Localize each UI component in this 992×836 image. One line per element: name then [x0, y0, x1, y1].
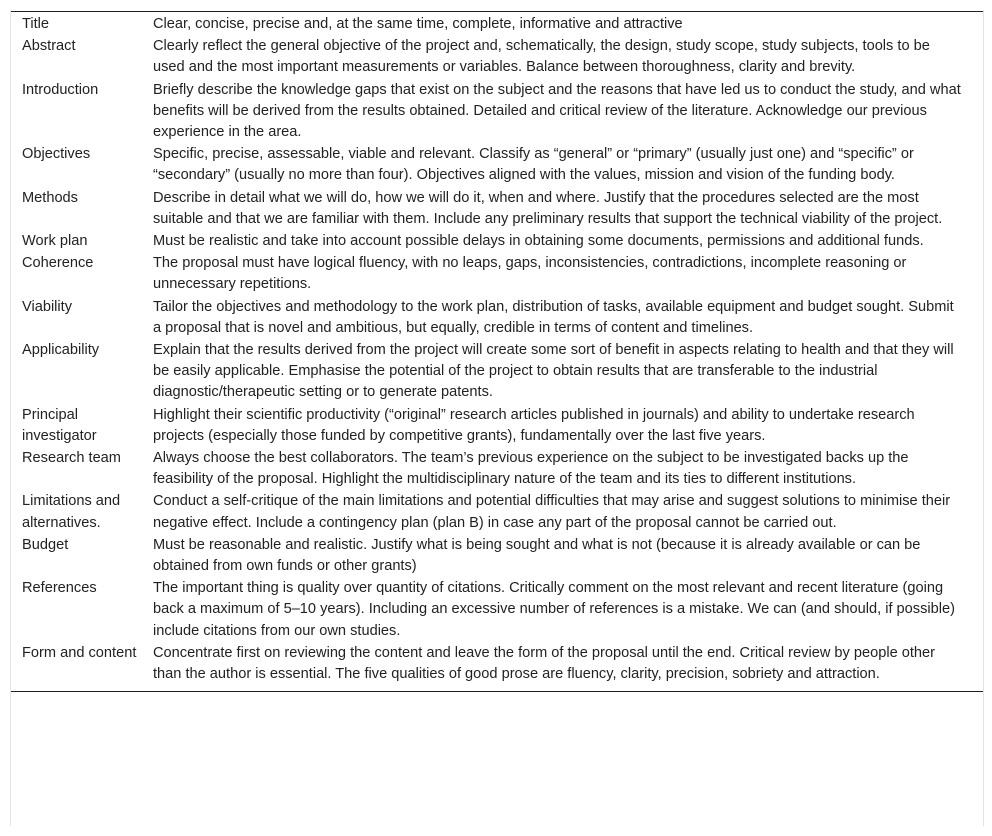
row-term: Budget — [22, 536, 69, 553]
row-description: Clear, concise, precise and, at the same time, complete, informative and attractive — [153, 16, 683, 32]
table-row — [11, 578, 983, 643]
row-description: Concentrate first on reviewing the content and leave the form of the proposal until the end. Critical review by people other than the author is essential. The five qualities of good prose are fluency, clarity, precision, sobriety and attraction. — [153, 644, 936, 683]
table-body — [11, 12, 983, 692]
row-term: Title — [22, 16, 50, 32]
row-term: Research team — [22, 450, 121, 467]
row-description: Clearly reflect the general objective of the project and, schematically, the design, study scope, study subjects, tools to be used and the most important measurements or variables. Balance between thoroughness, clarity and brevity. — [153, 38, 930, 76]
table-row — [11, 80, 983, 145]
row-description: Must be reasonable and realistic. Justify what is being sought and what is not (because it is already available or can be obtained from own funds or other grants) — [153, 536, 921, 575]
table-row — [11, 188, 983, 231]
table-row — [11, 448, 983, 491]
row-term: Principal investigator — [22, 406, 97, 444]
row-term: Abstract — [22, 38, 76, 55]
row-term: References — [22, 580, 97, 597]
table-row — [11, 491, 983, 534]
row-term: Methods — [22, 189, 78, 206]
table-row — [11, 297, 983, 340]
table-row — [11, 340, 983, 405]
row-description: Highlight their scientific productivity (“original” research articles published in journals) and ability to undertake research projects (especially those funded by competitive grants), fundamentally over the last five years. — [153, 406, 915, 444]
row-term: Introduction — [22, 81, 99, 98]
table-row — [11, 643, 983, 692]
row-description: The important thing is quality over quantity of citations. Critically comment on the most relevant and recent literature (going back a maximum of 5–10 years). Including an excessive number of references is a mistake. We can (and should, if possible) include citations from our own studies. — [153, 580, 955, 639]
row-description: Tailor the objectives and methodology to the work plan, distribution of tasks, available equipment and budget sought. Submit a proposal that is novel and ambitious, but equally, credible in terms of content and timelines. — [153, 298, 954, 336]
row-term: Objectives — [22, 146, 91, 163]
row-term: Work plan — [22, 233, 88, 250]
row-term: Viability — [22, 298, 73, 315]
row-term: Form and content — [22, 644, 137, 661]
table-row — [11, 36, 983, 79]
table-row — [11, 535, 983, 578]
row-description: Conduct a self-critique of the main limitations and potential difficulties that may arise and suggest solutions to minimise their negative effect. Include a contingency plan (plan B) in case any part of the proposal cannot be carried out. — [153, 493, 951, 531]
table-container — [10, 10, 984, 826]
row-description: Briefly describe the knowledge gaps that exist on the subject and the reasons that have led us to conduct the study, and what benefits will be derived from the results obtained. Detailed and critical review of the literature. Acknowledge our previous experience in the area. — [153, 81, 961, 141]
proposal-criteria-table — [11, 11, 983, 692]
row-description: The proposal must have logical fluency, with no leaps, gaps, inconsistencies, contradictions, incomplete reasoning or unnecessary repetitions. — [153, 255, 907, 293]
row-term: Limitations and alternatives. — [22, 493, 121, 531]
row-description: Must be realistic and take into account possible delays in obtaining some documents, permissions and additional funds. — [153, 233, 924, 250]
row-description: Explain that the results derived from the project will create some sort of benefit in aspects relating to health and that they will be easily applicable. Emphasise the potential of the project to obtain results that are transferable to the industrial diagnostic/therapeutic setting or to generate patents. — [153, 342, 954, 401]
row-description: Always choose the best collaborators. The team’s previous experience on the subject to be investigated backs up the feasibility of the proposal. Highlight the multidisciplinary nature of the team and its ties to different institutions. — [153, 450, 909, 488]
table-row — [11, 253, 983, 296]
table-row — [11, 405, 983, 448]
table-row — [11, 12, 983, 37]
row-term: Applicability — [22, 342, 100, 359]
table-row — [11, 144, 983, 187]
row-term: Coherence — [22, 255, 94, 272]
row-description: Describe in detail what we will do, how we will do it, when and where. Justify that the procedures selected are the most suitable and that we are familiar with them. Include any preliminary results that support the technical viability of the project. — [153, 189, 943, 227]
row-description: Specific, precise, assessable, viable and relevant. Classify as “general” or “primary” (usually just one) and “specific” or “secondary” (usually no more than four). Objectives aligned with the values, mission and vision of the funding body. — [153, 146, 914, 184]
table-row — [11, 231, 983, 253]
